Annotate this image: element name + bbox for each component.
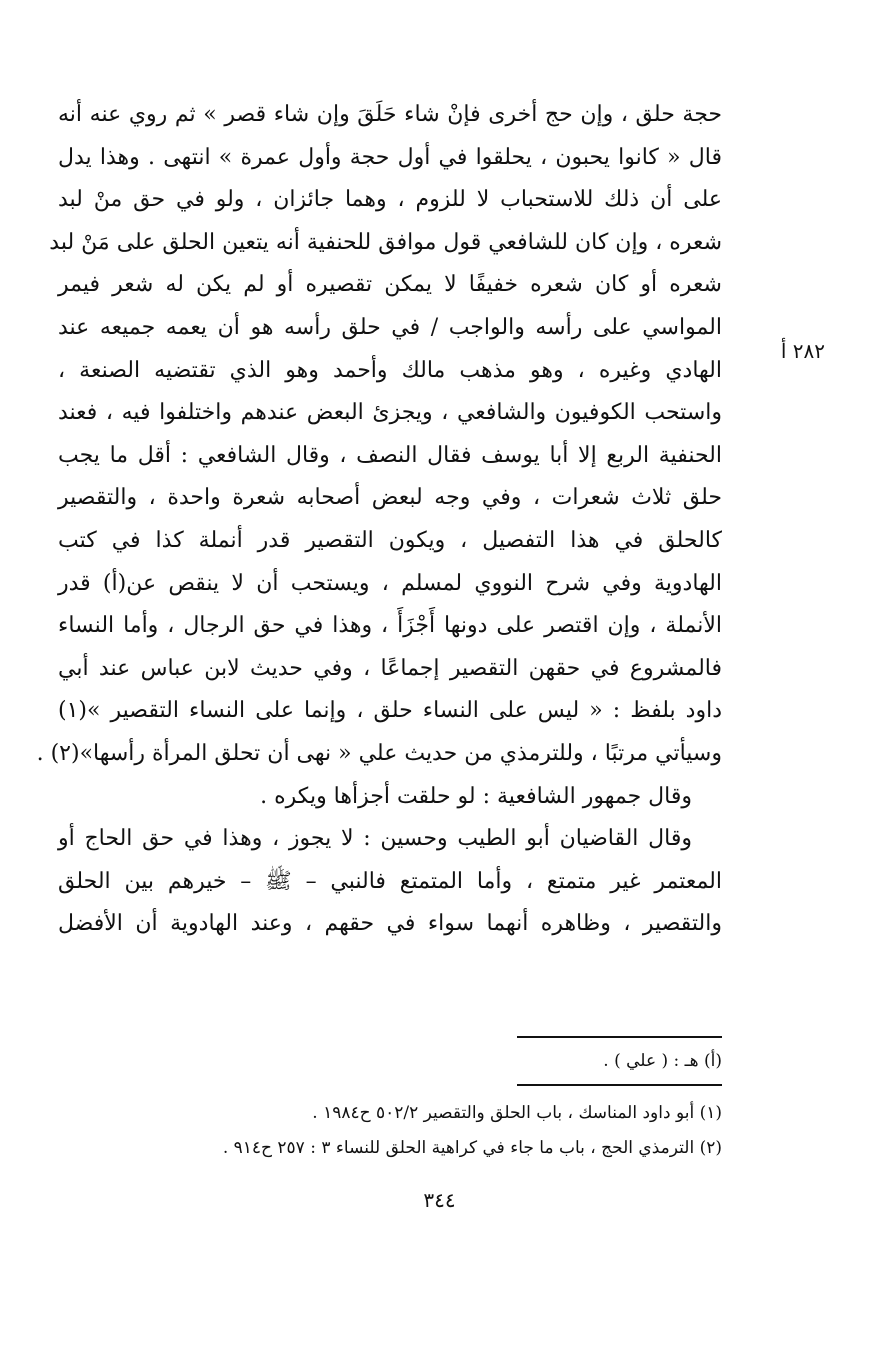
text-line: وقال القاضيان أبو الطيب وحسين : لا يجوز ، وهذا في حق الحاج أو — [58, 826, 692, 852]
text-line: وقال جمهور الشافعية : لو حلقت أجزأها ويكره . — [260, 783, 692, 809]
text-line: الهادي وغيره ، وهو مذهب مالك وأحمد وهو الذي تقتضيه الصنعة ، — [58, 357, 722, 383]
text-line: المواسي على رأسه والواجب / في حلق رأسه هو أن يعمه جميعه عند — [58, 314, 722, 340]
text-line: حلق ثلاث شعرات ، وفي وجه لبعض أصحابه شعرة واحدة ، والتقصير — [58, 485, 722, 511]
text-line: كالحلق في هذا التفصيل ، ويكون التقصير قدر أنملة كذا في كتب — [58, 527, 722, 553]
text-line: شعره ، وإن كان للشافعي قول موافق للحنفية أنه يتعين الحلق على مَنْ لبد — [49, 229, 722, 255]
text-line: داود بلفظ : « ليس على النساء حلق ، وإنما على النساء التقصير »(١) — [58, 698, 722, 724]
text-line: والتقصير ، وظاهره أنهما سواء في حقهم ، وعند الهادوية أن الأفضل — [58, 911, 722, 937]
footnote-1: (١) أبو داود المناسك ، باب الحلق والتقصير ٥٠٢/٢ ح١٩٨٤ . — [312, 1103, 722, 1123]
text-line: الحنفية الربع إلا أبا يوسف فقال النصف ، وقال الشافعي : أقل ما يجب — [58, 442, 722, 468]
footnote-divider-bottom — [517, 1084, 722, 1086]
margin-folio-note: ٢٨٢ أ — [780, 339, 825, 363]
text-line: وسيأتي مرتبًا ، وللترمذي من حديث علي « نهى أن تحلق المرأة رأسها»(٢) . — [36, 740, 722, 766]
text-line: الهادوية وفي شرح النووي لمسلم ، ويستحب أن لا ينقص عن(أ) قدر — [58, 570, 722, 596]
footnote-2: (٢) الترمذي الحج ، باب ما جاء في كراهية الحلق للنساء ٣ : ٢٥٧ ح٩١٤ . — [222, 1138, 722, 1158]
text-line: فالمشروع في حقهن التقصير إجماعًا ، وفي حديث لابن عباس عند أبي — [58, 655, 722, 681]
text-line: المعتمر غير متمتع ، وأما المتمتع فالنبي – ﷺ – خيرهم بين الحلق — [58, 868, 722, 894]
text-line: الأنملة ، وإن اقتصر على دونها أَجْزَأَ ، وهذا في حق الرجال ، وأما النساء — [58, 613, 722, 639]
text-line: قال « كانوا يحبون ، يحلقوا في أول حجة وأول عمرة » انتهى . وهذا يدل — [58, 144, 722, 170]
footnote-variant-a: (أ) هـ : ( علي ) . — [603, 1051, 722, 1071]
text-line: على أن ذلك للاستحباب لا للزوم ، وهما جائزان ، ولو في حق منْ لبد — [58, 187, 722, 213]
text-line: شعره أو كان شعره خفيفًا لا يمكن تقصيره أو لم يكن له شعر فيمر — [58, 272, 722, 298]
main-text-block — [36, 94, 722, 946]
footnote-divider-top — [517, 1036, 722, 1038]
text-line: واستحب الكوفيون والشافعي ، ويجزئ البعض عندهم واختلفوا فيه ، فعند — [58, 400, 722, 426]
text-line: حجة حلق ، وإن حج أخرى فإنْ شاء حَلَقَ وإن شاء قصر » ثم روي عنه أنه — [58, 102, 722, 127]
page-number: ٣٤٤ — [423, 1188, 456, 1212]
